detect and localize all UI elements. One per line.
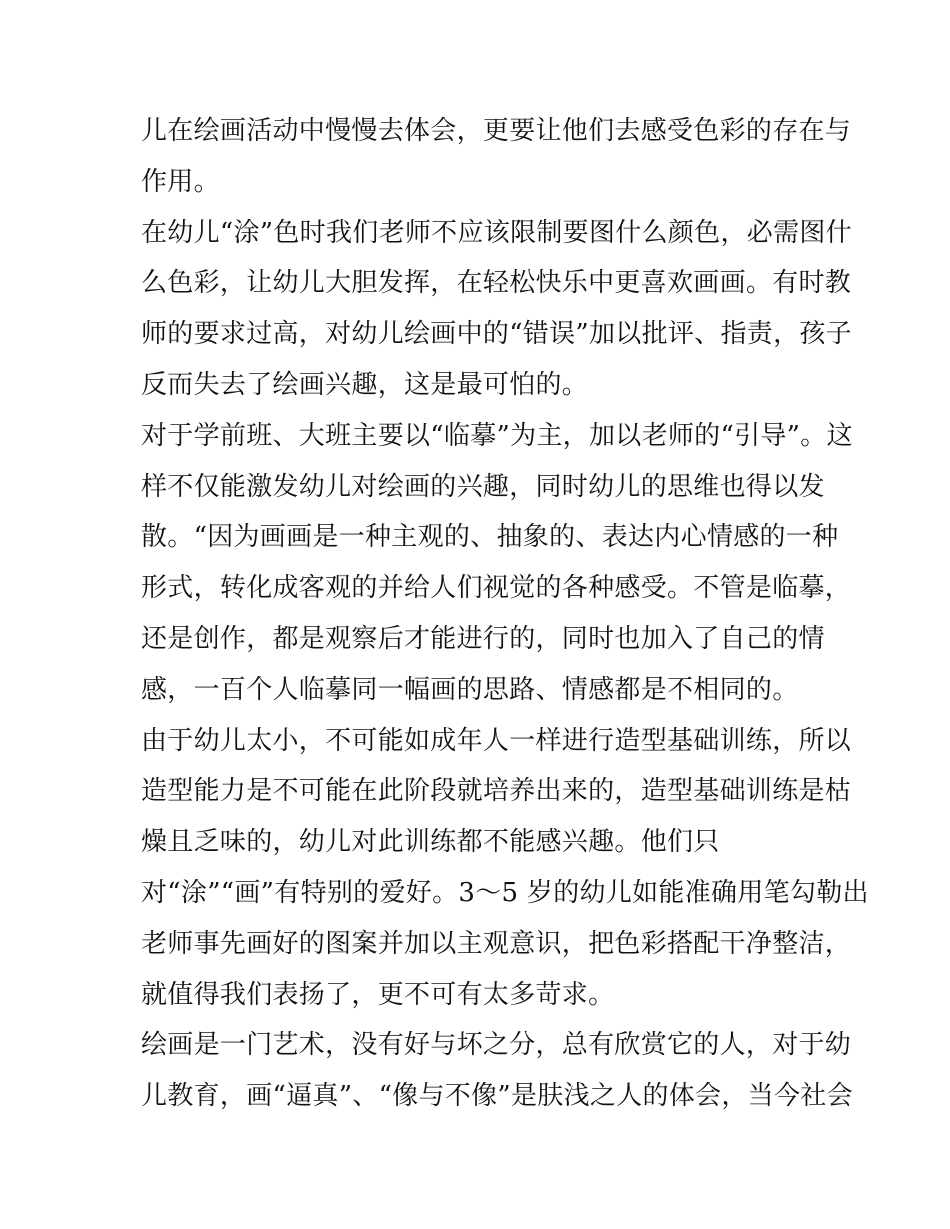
text-line: 反而失去了绘画兴趣，这是最可怕的。	[141, 369, 589, 400]
text-line: 老师事先画好的图案并加以主观意识，把色彩搭配干净整洁，	[141, 928, 852, 959]
text-line: 由于幼儿太小，不可能如成年人一样进行造型基础训练，所以	[141, 725, 852, 756]
text-line: 师的要求过高，对幼儿绘画中的“错误”加以批评、指责，孩子	[141, 319, 852, 350]
text-line: 造型能力是不可能在此阶段就培养出来的，造型基础训练是枯	[141, 776, 852, 807]
text-line: 对于学前班、大班主要以“临摹”为主，加以老师的“引导”。这	[141, 420, 853, 451]
body-text	[141, 106, 869, 1122]
text-line: 感，一百个人临摹同一幅画的思路、情感都是不相同的。	[141, 674, 799, 705]
text-line: 对“涂”“画”有特别的爱好。3～5 岁的幼儿如能准确用笔勾勒出	[141, 877, 869, 908]
text-line: 还是创作，都是观察后才能进行的，同时也加入了自己的情	[141, 623, 825, 654]
text-line: 燥且乏味的，幼儿对此训练都不能感兴趣。他们只	[141, 827, 720, 858]
text-line: 绘画是一门艺术，没有好与坏之分，总有欣赏它的人，对于幼	[141, 1030, 852, 1061]
text-line: 儿教育，画“逼真”、“像与不像”是肤浅之人的体会，当今社会	[141, 1081, 853, 1112]
text-line: 儿在绘画活动中慢慢去体会，更要让他们去感受色彩的存在与	[141, 116, 852, 146]
text-line: 么色彩，让幼儿大胆发挥，在轻松快乐中更喜欢画画。有时教	[141, 268, 852, 299]
text-line: 就值得我们表扬了，更不可有太多苛求。	[141, 979, 615, 1010]
text-line: 在幼儿“涂”色时我们老师不应该限制要图什么颜色，必需图什	[141, 217, 852, 248]
text-line: 形式，转化成客观的并给人们视觉的各种感受。不管是临摹，	[141, 573, 852, 604]
text-line: 作用。	[141, 166, 220, 197]
text-line: 样不仅能激发幼儿对绘画的兴趣，同时幼儿的思维也得以发	[141, 471, 825, 502]
text-line: 散。“因为画画是一种主观的、抽象的、表达内心情感的一种	[141, 522, 839, 553]
